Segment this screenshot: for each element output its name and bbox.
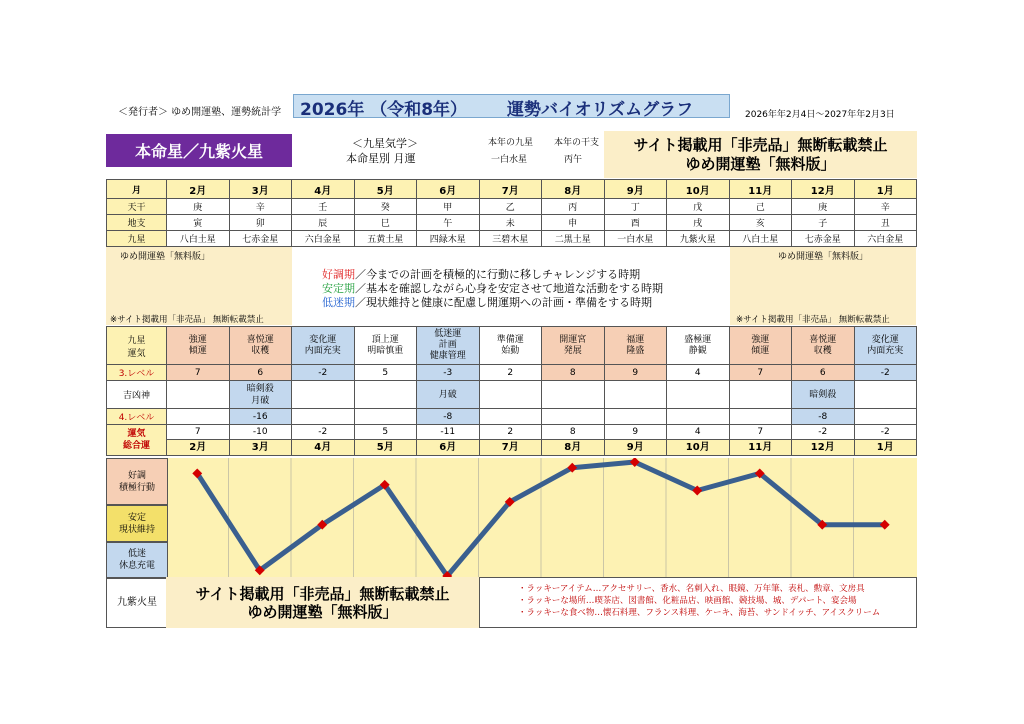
fortune-name-cell — [542, 327, 605, 365]
fortune-name-a: 福運 — [626, 334, 645, 345]
info-cell: 1月 — [854, 180, 917, 199]
total-value: 9 — [632, 427, 639, 437]
fortune-name-b: 隆盛 — [626, 345, 645, 356]
graph-label-stable-a: 安定 — [127, 512, 146, 523]
level3-row — [107, 365, 917, 381]
note-left: ※サイト掲載用「非売品」 無断転載禁止 — [110, 315, 264, 325]
fortune-name-a: 開運宮 — [559, 334, 587, 345]
info-cell: 卯 — [229, 215, 292, 231]
fortune-name-a: 頂上運 — [371, 334, 399, 345]
legend-low-key: 低迷期 — [322, 296, 355, 309]
total-cell — [167, 425, 230, 456]
total-month: 2月 — [167, 439, 229, 455]
total-cell — [292, 425, 355, 456]
total-month: 1月 — [855, 439, 917, 455]
graph-label-star: 九紫火星 — [106, 578, 168, 628]
fortune-label-a: 九星 — [127, 335, 146, 346]
graph-label-stable-b: 現状維持 — [118, 524, 155, 535]
info-cell: 五黄土星 — [354, 231, 417, 247]
info-cell: 八白土星 — [167, 231, 230, 247]
fortune-name-b: 傾運 — [188, 345, 207, 356]
level3-cell: -2 — [854, 365, 917, 381]
info-row-kyusei — [107, 231, 917, 247]
graph-label-good-b: 積極行動 — [118, 482, 155, 493]
info-row-months — [107, 180, 917, 199]
fortune-name-cell — [604, 327, 667, 365]
total-value: 7 — [757, 427, 764, 437]
year-kanshi-label: 本年の干支 — [554, 138, 600, 148]
info-cell: 庚 — [167, 199, 230, 215]
total-month: 5月 — [355, 439, 417, 455]
fortune-name-c: 健康管理 — [429, 351, 466, 361]
month-info-table — [106, 179, 917, 247]
info-cell: 六白金星 — [292, 231, 355, 247]
fortune-name-b: 傾運 — [751, 345, 770, 356]
fortune-name-a: 低迷運 — [434, 329, 462, 339]
level3-cell: 9 — [604, 365, 667, 381]
fortune-name-a: 強運 — [751, 334, 770, 345]
honmei-star-title: 本命星／九紫火星 — [106, 134, 292, 167]
total-value: 5 — [382, 427, 389, 437]
total-value: -2 — [818, 427, 828, 437]
legend-stable-key: 安定期 — [322, 282, 355, 295]
level4-cell — [292, 409, 355, 425]
level4-cell — [667, 409, 730, 425]
legend-stable-text: ／基本を確認しながら心身を安定させて地道な活動をする時期 — [355, 282, 663, 295]
fortune-name-a: 喜悦運 — [809, 334, 837, 345]
legend-low-text: ／現状維持と健康に配慮し開運期への計画・準備をする時期 — [355, 296, 652, 309]
info-cell: 乙 — [479, 199, 542, 215]
bottom-notice-line-2: ゆめ開運塾「無料版」 — [247, 602, 398, 621]
kyusei-heading: ＜九星気学＞ — [352, 137, 418, 150]
fortune-name-cell — [729, 327, 792, 365]
level3-cell: 5 — [354, 365, 417, 381]
kikkyo-a: 暗剣殺 — [809, 389, 837, 400]
row-label: 地支 — [107, 215, 167, 231]
total-value: -2 — [880, 427, 890, 437]
level4-row — [107, 409, 917, 425]
total-value: -11 — [440, 427, 456, 437]
bottom-notice-line-1: サイト掲載用「非売品」無断転載禁止 — [195, 584, 450, 603]
total-label-a: 運気 — [127, 429, 146, 439]
total-value: -10 — [252, 427, 268, 437]
notice-line-1: サイト掲載用「非売品」無断転載禁止 — [633, 135, 888, 154]
fortune-name-b: 始動 — [501, 345, 520, 356]
fortune-name-cell — [667, 327, 730, 365]
graph-label-good — [106, 458, 168, 505]
total-row — [107, 425, 917, 456]
info-cell: 子 — [792, 215, 855, 231]
level4-cell: -16 — [229, 409, 292, 425]
level3-cell: 7 — [729, 365, 792, 381]
info-cell: 丁 — [604, 199, 667, 215]
info-cell: 一白水星 — [604, 231, 667, 247]
info-cell: 丙 — [542, 199, 605, 215]
level4-cell — [542, 409, 605, 425]
graph-label-low-b: 休息充電 — [118, 561, 155, 571]
row-label: 九星 — [107, 231, 167, 247]
kikkyo-a: 月破 — [438, 389, 457, 400]
info-cell: 午 — [417, 215, 480, 231]
info-cell: 2月 — [167, 180, 230, 199]
info-cell: 七赤金星 — [229, 231, 292, 247]
level3-cell: -2 — [292, 365, 355, 381]
info-cell: 10月 — [667, 180, 730, 199]
level4-cell — [354, 409, 417, 425]
total-cell — [604, 425, 667, 456]
info-cell: 七赤金星 — [792, 231, 855, 247]
total-cell — [479, 425, 542, 456]
lucky-item: ・ラッキーアイテム…アクセサリー、香水、名刺入れ、眼鏡、万年筆、表札、勲章、文房具 — [518, 584, 865, 594]
kikkyo-a: 暗剣殺 — [246, 383, 274, 394]
fortune-name-cell — [854, 327, 917, 365]
total-month: 9月 — [605, 439, 667, 455]
level3-cell: 7 — [167, 365, 230, 381]
kyusei-subheading: 本命星別 月運 — [346, 152, 416, 165]
fortune-name-a: 変化運 — [871, 334, 899, 345]
kikkyo-cell — [792, 381, 855, 409]
kikkyo-b: 月破 — [251, 395, 270, 406]
year-star-value: 一白水星 — [491, 155, 528, 165]
fortune-row-label: 吉凶神 — [107, 381, 167, 409]
total-cell — [417, 425, 480, 456]
fortune-name-b: 静観 — [688, 345, 707, 356]
kikkyo-cell — [354, 381, 417, 409]
total-label-b: 総合運 — [122, 441, 150, 451]
kikkyo-cell — [667, 381, 730, 409]
info-cell: 庚 — [792, 199, 855, 215]
info-row-tenkan — [107, 199, 917, 215]
title-main: 運勢バイオリズムグラフ — [507, 100, 694, 120]
info-cell: 甲 — [417, 199, 480, 215]
fortune-name-a: 変化運 — [309, 334, 337, 345]
total-month: 6月 — [417, 439, 479, 455]
kikkyo-cell — [167, 381, 230, 409]
lucky-food: ・ラッキーな食べ物…懐石料理、フランス料理、ケーキ、海苔、サンドイッチ、アイスクリーム — [518, 608, 881, 618]
level4-cell: -8 — [792, 409, 855, 425]
fortune-row-label — [107, 425, 167, 456]
info-cell: 6月 — [417, 180, 480, 199]
kikkyo-cell — [417, 381, 480, 409]
total-cell — [542, 425, 605, 456]
kikkyo-cell — [292, 381, 355, 409]
level3-cell: 8 — [542, 365, 605, 381]
info-cell: 辛 — [854, 199, 917, 215]
notice-line-2: ゆめ開運塾「無料版」 — [685, 154, 836, 173]
graph-label-low-a: 低迷 — [127, 549, 146, 559]
row-label: 天干 — [107, 199, 167, 215]
level4-cell — [729, 409, 792, 425]
total-value: -2 — [318, 427, 328, 437]
fortune-name-cell — [354, 327, 417, 365]
fortune-name-b: 発展 — [563, 345, 582, 356]
lucky-place: ・ラッキーな場所…喫茶店、図書館、化粧品店、映画館、競技場、城、デパート、宴会場 — [518, 596, 857, 606]
total-cell — [792, 425, 855, 456]
kikkyo-cell — [854, 381, 917, 409]
info-cell: 11月 — [729, 180, 792, 199]
fortune-name-cell — [292, 327, 355, 365]
legend-good-text: ／今までの計画を積極的に行動に移しチャレンジする時期 — [355, 268, 641, 281]
info-row-chishi — [107, 215, 917, 231]
copyright-notice — [604, 131, 917, 178]
level4-cell — [479, 409, 542, 425]
total-cell — [854, 425, 917, 456]
info-cell: 三碧木星 — [479, 231, 542, 247]
total-cell — [229, 425, 292, 456]
total-month: 7月 — [480, 439, 542, 455]
fortune-row-label: 3.レベル — [107, 365, 167, 381]
year-star-label: 本年の九星 — [488, 138, 534, 148]
info-cell: 丑 — [854, 215, 917, 231]
kikkyo-cell — [542, 381, 605, 409]
total-value: 8 — [569, 427, 576, 437]
kikkyo-cell — [604, 381, 667, 409]
info-cell: 3月 — [229, 180, 292, 199]
info-cell: 5月 — [354, 180, 417, 199]
total-month: 10月 — [667, 439, 729, 455]
fortune-name-cell — [167, 327, 230, 365]
fortune-name-row — [107, 327, 917, 365]
info-cell: 辰 — [292, 215, 355, 231]
fortune-name-cell — [479, 327, 542, 365]
info-cell: 壬 — [292, 199, 355, 215]
info-cell: 12月 — [792, 180, 855, 199]
total-value: 7 — [194, 427, 201, 437]
title-year: 2026年 （令和8年） — [300, 100, 468, 120]
info-cell: 己 — [729, 199, 792, 215]
info-cell: 辛 — [229, 199, 292, 215]
total-cell — [354, 425, 417, 456]
level4-cell — [167, 409, 230, 425]
fortune-name-a: 強運 — [188, 334, 207, 345]
total-month: 8月 — [542, 439, 604, 455]
info-cell: 二黒土星 — [542, 231, 605, 247]
kikkyo-cell — [479, 381, 542, 409]
fortune-name-b: 収穫 — [813, 345, 832, 356]
info-cell: 酉 — [604, 215, 667, 231]
total-month: 12月 — [792, 439, 854, 455]
note-right: ※サイト掲載用「非売品」 無断転載禁止 — [736, 315, 890, 325]
info-cell: 六白金星 — [854, 231, 917, 247]
fortune-table — [106, 326, 917, 456]
total-cell — [667, 425, 730, 456]
graph-label-good-a: 好調 — [127, 470, 146, 481]
bottom-notice — [166, 577, 479, 628]
info-cell: 四緑木星 — [417, 231, 480, 247]
total-cell — [729, 425, 792, 456]
total-month: 3月 — [230, 439, 292, 455]
info-cell: 寅 — [167, 215, 230, 231]
kikkyo-cell — [229, 381, 292, 409]
info-cell: 亥 — [729, 215, 792, 231]
level4-cell: -8 — [417, 409, 480, 425]
fortune-name-b: 計画 — [438, 340, 457, 350]
info-cell: 巳 — [354, 215, 417, 231]
fortune-name-b: 収穫 — [251, 345, 270, 356]
info-cell: 癸 — [354, 199, 417, 215]
fortune-name-cell — [792, 327, 855, 365]
fortune-name-a: 喜悦運 — [246, 334, 274, 345]
info-cell: 戌 — [667, 215, 730, 231]
info-cell: 8月 — [542, 180, 605, 199]
level3-cell: 2 — [479, 365, 542, 381]
graph-label-low — [106, 542, 168, 578]
total-month: 11月 — [730, 439, 792, 455]
fortune-name-b: 明暗慎重 — [367, 345, 404, 356]
info-cell: 八白土星 — [729, 231, 792, 247]
info-cell: 申 — [542, 215, 605, 231]
legend-good-key: 好調期 — [322, 268, 355, 281]
kikkyo-row — [107, 381, 917, 409]
date-range: 2026年年2月4日～2027年年2月3日 — [745, 110, 895, 120]
fortune-name-b: 内面充実 — [304, 345, 341, 356]
total-value: 4 — [694, 427, 701, 437]
level3-cell: 6 — [792, 365, 855, 381]
fortune-name-cell — [417, 327, 480, 365]
level4-cell — [854, 409, 917, 425]
level3-cell: 4 — [667, 365, 730, 381]
publisher-text: ＜発行者＞ ゆめ開運塾、運勢統計学 — [118, 107, 282, 118]
fortune-name-a: 盛極運 — [684, 334, 712, 345]
level3-cell: -3 — [417, 365, 480, 381]
graph-label-stable — [106, 505, 168, 542]
level3-cell: 6 — [229, 365, 292, 381]
info-cell: 九紫火星 — [667, 231, 730, 247]
fortune-name-cell — [229, 327, 292, 365]
lucky-list — [518, 583, 880, 619]
row-label: 月 — [107, 180, 167, 199]
fortune-row-label: 4.レベル — [107, 409, 167, 425]
fortune-row-label — [107, 327, 167, 365]
total-month: 4月 — [292, 439, 354, 455]
info-cell: 未 — [479, 215, 542, 231]
legend-low — [322, 294, 652, 310]
info-cell: 9月 — [604, 180, 667, 199]
data-point — [880, 520, 890, 530]
fortune-label-b: 運気 — [127, 348, 146, 359]
legend-left-label: ゆめ開運塾「無料版」 — [120, 252, 211, 262]
info-cell: 7月 — [479, 180, 542, 199]
fortune-name-a: 準備運 — [496, 334, 524, 345]
total-value: 2 — [507, 427, 514, 437]
info-cell: 4月 — [292, 180, 355, 199]
kikkyo-cell — [729, 381, 792, 409]
fortune-name-b: 内面充実 — [867, 345, 904, 356]
year-kanshi-value: 丙午 — [564, 155, 583, 165]
info-cell: 戊 — [667, 199, 730, 215]
level4-cell — [604, 409, 667, 425]
legend-right-label: ゆめ開運塾「無料版」 — [778, 252, 869, 262]
